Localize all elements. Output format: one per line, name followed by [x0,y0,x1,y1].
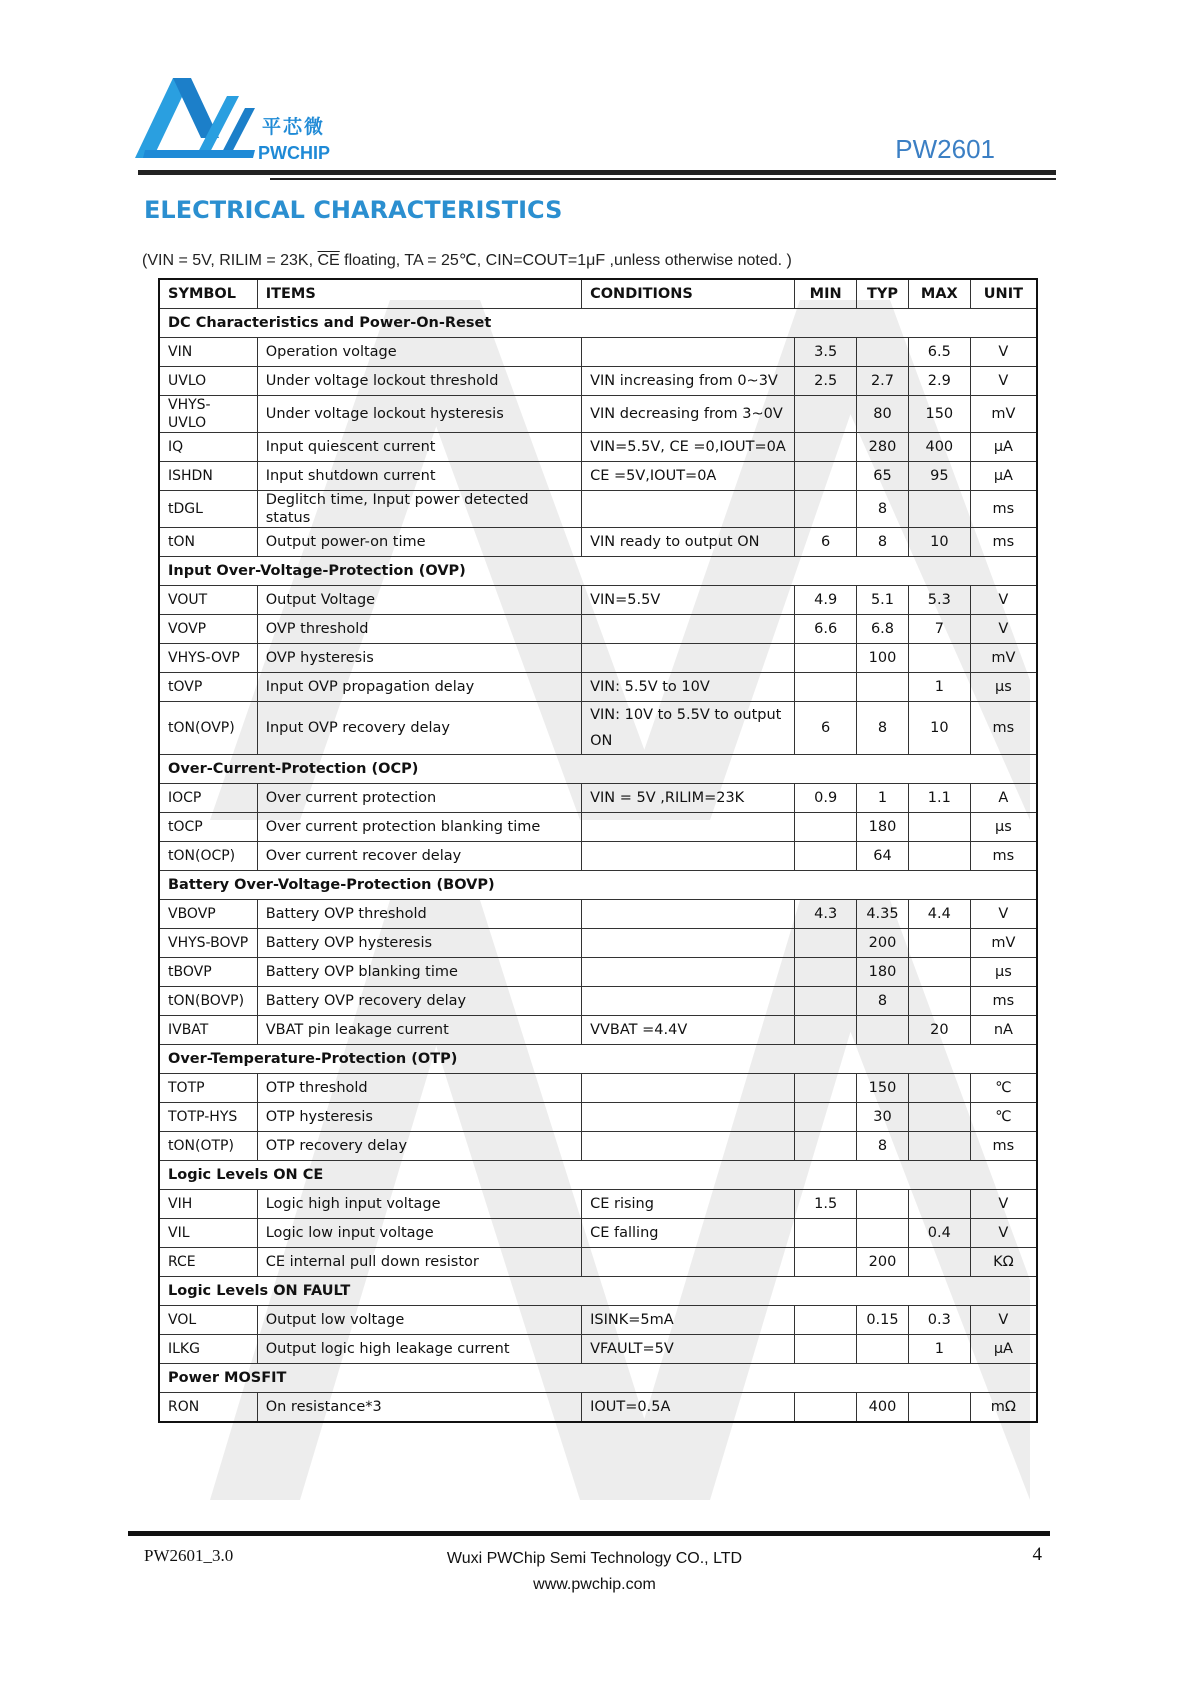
table-row [159,987,1037,1016]
col-header-typ: TYP [857,279,909,309]
cell-min [795,929,857,958]
cell-item: Output power-on time [257,528,581,557]
cell-symbol: tON(OVP) [159,702,257,755]
cell-item: OTP threshold [257,1074,581,1103]
cell-typ: 8 [857,1132,909,1161]
table-body [159,309,1037,1423]
cell-item: Deglitch time, Input power detected status [257,491,581,528]
cell-unit: µA [970,433,1037,462]
table-row [159,462,1037,491]
cell-min [795,644,857,673]
table-row [159,644,1037,673]
section-heading: Over-Current-Protection (OCP) [159,755,1037,784]
cell-typ: 150 [857,1074,909,1103]
col-header-items: ITEMS [257,279,581,309]
cell-condition [582,491,795,528]
cell-unit: ms [970,987,1037,1016]
cell-min: 0.9 [795,784,857,813]
header-rule [138,170,1056,175]
cell-item: Over current recover delay [257,842,581,871]
conditions-ce-overline: $\overline{CE}$ [317,252,340,269]
cell-item: Over current protection blanking time [257,813,581,842]
table-section-row [159,871,1037,900]
cell-min: 4.3 [795,900,857,929]
cell-typ: 400 [857,1393,909,1423]
cell-max: 10 [908,702,970,755]
table-row [159,586,1037,615]
cell-item: Operation voltage [257,338,581,367]
cell-symbol: tDGL [159,491,257,528]
cell-typ [857,1219,909,1248]
cell-unit: ms [970,702,1037,755]
cell-typ: 200 [857,929,909,958]
table-row [159,396,1037,433]
cell-symbol: RON [159,1393,257,1423]
cell-condition [582,987,795,1016]
table-row [159,338,1037,367]
cell-typ: 8 [857,702,909,755]
cell-symbol: tOCP [159,813,257,842]
cell-min [795,1103,857,1132]
logo-english-name: PWCHIP [258,143,330,163]
cell-max [908,491,970,528]
cell-max: 150 [908,396,970,433]
cell-max [908,929,970,958]
cell-typ [857,1190,909,1219]
cell-unit: V [970,615,1037,644]
cell-item: Under voltage lockout threshold [257,367,581,396]
table-section-row [159,1277,1037,1306]
table-row [159,615,1037,644]
cell-max [908,1074,970,1103]
cell-max: 1.1 [908,784,970,813]
cell-condition [582,615,795,644]
cell-symbol: VIH [159,1190,257,1219]
cell-unit: µs [970,673,1037,702]
cell-condition: VFAULT=5V [582,1335,795,1364]
cell-min [795,396,857,433]
table-row [159,842,1037,871]
cell-item: Input quiescent current [257,433,581,462]
section-heading: Logic Levels ON CE [159,1161,1037,1190]
cell-symbol: tON(OTP) [159,1132,257,1161]
cell-symbol: ILKG [159,1335,257,1364]
cell-condition [582,1103,795,1132]
cell-condition: CE =5V,IOUT=0A [582,462,795,491]
cell-unit: ms [970,842,1037,871]
cell-condition: CE rising [582,1190,795,1219]
cell-min [795,491,857,528]
cell-symbol: VOVP [159,615,257,644]
cell-min: 4.9 [795,586,857,615]
cell-item: Input OVP propagation delay [257,673,581,702]
cell-max: 5.3 [908,586,970,615]
cell-item: Output logic high leakage current [257,1335,581,1364]
table-row [159,1393,1037,1423]
cell-unit: ms [970,528,1037,557]
cell-condition: VIN=5.5V, CE =0,IOUT=0A [582,433,795,462]
cell-typ: 30 [857,1103,909,1132]
cell-unit: V [970,1219,1037,1248]
table-row [159,702,1037,755]
cell-min: 6 [795,528,857,557]
cell-max [908,842,970,871]
electrical-characteristics-table [158,278,1038,1423]
cell-condition [582,1132,795,1161]
table-section-row [159,309,1037,338]
cell-condition [582,1248,795,1277]
cell-symbol: tOVP [159,673,257,702]
cell-unit: V [970,900,1037,929]
cell-typ: 280 [857,433,909,462]
cell-typ [857,1335,909,1364]
cell-item: On resistance*3 [257,1393,581,1423]
cell-item: OTP recovery delay [257,1132,581,1161]
cell-unit: µs [970,958,1037,987]
footer-website: www.pwchip.com [533,1576,656,1593]
col-header-max: MAX [908,279,970,309]
cell-symbol: tON(BOVP) [159,987,257,1016]
table-row [159,491,1037,528]
table-row [159,1074,1037,1103]
cell-min: 6.6 [795,615,857,644]
cell-unit: µA [970,462,1037,491]
cell-min [795,462,857,491]
cell-min [795,1248,857,1277]
cell-symbol: VIL [159,1219,257,1248]
cell-item: OTP hysteresis [257,1103,581,1132]
cell-symbol: IQ [159,433,257,462]
cell-unit: A [970,784,1037,813]
section-heading: Battery Over-Voltage-Protection (BOVP) [159,871,1037,900]
cell-symbol: TOTP [159,1074,257,1103]
cell-min [795,1306,857,1335]
cell-max [908,987,970,1016]
cell-min [795,1219,857,1248]
cell-unit: mΩ [970,1393,1037,1423]
cell-typ: 0.15 [857,1306,909,1335]
cell-condition: VIN increasing from 0~3V [582,367,795,396]
cell-unit: V [970,1306,1037,1335]
table-row [159,1248,1037,1277]
cell-min [795,673,857,702]
header-part-number: PW2601 [895,134,995,164]
test-conditions-note [142,250,792,270]
col-header-conditions: CONDITIONS [582,279,795,309]
cell-max [908,1393,970,1423]
cell-condition: VIN: 10V to 5.5V to output ON [582,702,795,755]
cell-item: Input shutdown current [257,462,581,491]
footer-page-number: 4 [1032,1544,1042,1565]
cell-unit: µA [970,1335,1037,1364]
table-section-row [159,1161,1037,1190]
cell-condition: IOUT=0.5A [582,1393,795,1423]
cell-unit: V [970,367,1037,396]
cell-unit: mV [970,644,1037,673]
table-row [159,813,1037,842]
cell-condition [582,813,795,842]
cell-typ [857,338,909,367]
cell-item: VBAT pin leakage current [257,1016,581,1045]
cell-item: OVP hysteresis [257,644,581,673]
conditions-text-start: (VIN = 5V, RILIM = 23K, [142,252,318,269]
section-heading: DC Characteristics and Power-On-Reset [159,309,1037,338]
cell-item: Output low voltage [257,1306,581,1335]
footer-rule [128,1531,1050,1536]
table-row [159,433,1037,462]
cell-symbol: VOL [159,1306,257,1335]
section-heading: Input Over-Voltage-Protection (OVP) [159,557,1037,586]
cell-symbol: RCE [159,1248,257,1277]
table-row [159,1306,1037,1335]
cell-max [908,1190,970,1219]
cell-symbol: tBOVP [159,958,257,987]
cell-min [795,1132,857,1161]
cell-max [908,1103,970,1132]
cell-typ: 80 [857,396,909,433]
cell-typ: 180 [857,813,909,842]
cell-unit: mV [970,929,1037,958]
cell-symbol: VIN [159,338,257,367]
cell-condition: VVBAT =4.4V [582,1016,795,1045]
conditions-text-end: floating, TA = 25℃, CIN=COUT=1μF ,unless otherwise noted. ) [339,252,792,269]
cell-item: Output Voltage [257,586,581,615]
cell-unit: KΩ [970,1248,1037,1277]
cell-item: Battery OVP hysteresis [257,929,581,958]
cell-symbol: VHYS-UVLO [159,396,257,433]
cell-symbol: IVBAT [159,1016,257,1045]
cell-condition: ISINK=5mA [582,1306,795,1335]
cell-typ: 8 [857,987,909,1016]
cell-item: Input OVP recovery delay [257,702,581,755]
table-row [159,673,1037,702]
cell-symbol: TOTP-HYS [159,1103,257,1132]
cell-condition [582,929,795,958]
table-row [159,1016,1037,1045]
cell-min: 1.5 [795,1190,857,1219]
cell-min: 2.5 [795,367,857,396]
cell-min [795,813,857,842]
col-header-min: MIN [795,279,857,309]
cell-max: 0.4 [908,1219,970,1248]
cell-item: Over current protection [257,784,581,813]
cell-condition [582,958,795,987]
cell-unit: mV [970,396,1037,433]
cell-item: Battery OVP threshold [257,900,581,929]
cell-unit: V [970,1190,1037,1219]
cell-min [795,1016,857,1045]
cell-max: 400 [908,433,970,462]
cell-typ: 180 [857,958,909,987]
cell-unit: nA [970,1016,1037,1045]
cell-symbol: IOCP [159,784,257,813]
cell-unit: ℃ [970,1103,1037,1132]
cell-condition: VIN = 5V ,RILIM=23K [582,784,795,813]
cell-item: Battery OVP blanking time [257,958,581,987]
cell-condition [582,644,795,673]
cell-min: 3.5 [795,338,857,367]
cell-max: 4.4 [908,900,970,929]
cell-typ: 4.35 [857,900,909,929]
table-row [159,929,1037,958]
cell-max: 2.9 [908,367,970,396]
cell-typ [857,673,909,702]
cell-typ: 5.1 [857,586,909,615]
cell-symbol: VHYS-BOVP [159,929,257,958]
table-section-row [159,755,1037,784]
cell-max [908,958,970,987]
section-heading: Over-Temperature-Protection (OTP) [159,1045,1037,1074]
cell-min: 6 [795,702,857,755]
cell-max: 20 [908,1016,970,1045]
cell-typ: 8 [857,528,909,557]
cell-min [795,1074,857,1103]
cell-condition: VIN ready to output ON [582,528,795,557]
cell-min [795,842,857,871]
cell-max: 0.3 [908,1306,970,1335]
col-header-symbol: SYMBOL [159,279,257,309]
cell-min [795,987,857,1016]
section-heading: Power MOSFIT [159,1364,1037,1393]
cell-typ: 100 [857,644,909,673]
table-section-row [159,557,1037,586]
cell-symbol: UVLO [159,367,257,396]
cell-min [795,433,857,462]
footer-company-name: Wuxi PWChip Semi Technology CO., LTD [446,1550,743,1567]
cell-max [908,813,970,842]
table-row [159,1335,1037,1364]
header-rule-thin [270,178,1056,180]
cell-typ: 64 [857,842,909,871]
cell-typ: 6.8 [857,615,909,644]
cell-typ: 8 [857,491,909,528]
cell-max: 95 [908,462,970,491]
cell-typ: 200 [857,1248,909,1277]
cell-condition [582,338,795,367]
cell-condition [582,842,795,871]
cell-condition [582,1074,795,1103]
cell-max: 1 [908,673,970,702]
cell-unit: µs [970,813,1037,842]
cell-condition: CE falling [582,1219,795,1248]
cell-min [795,958,857,987]
table-row [159,1190,1037,1219]
cell-condition: VIN decreasing from 3~0V [582,396,795,433]
cell-symbol: tON(OCP) [159,842,257,871]
cell-symbol: ISHDN [159,462,257,491]
table-row [159,958,1037,987]
cell-unit: V [970,338,1037,367]
cell-condition [582,900,795,929]
cell-unit: ms [970,491,1037,528]
table-row [159,900,1037,929]
cell-item: CE internal pull down resistor [257,1248,581,1277]
table-row [159,1103,1037,1132]
table-row [159,367,1037,396]
cell-max: 6.5 [908,338,970,367]
cell-max: 10 [908,528,970,557]
table-header-row [159,279,1037,309]
cell-symbol: VHYS-OVP [159,644,257,673]
table-row [159,528,1037,557]
table-row [159,1132,1037,1161]
cell-condition: VIN: 5.5V to 10V [582,673,795,702]
page-title: ELECTRICAL CHARACTERISTICS [144,196,563,224]
cell-typ: 65 [857,462,909,491]
cell-max [908,644,970,673]
cell-item: Under voltage lockout hysteresis [257,396,581,433]
table-row [159,784,1037,813]
cell-unit: ms [970,1132,1037,1161]
cell-symbol: VBOVP [159,900,257,929]
cell-typ [857,1016,909,1045]
cell-item: Logic high input voltage [257,1190,581,1219]
table-row [159,1219,1037,1248]
cell-max: 7 [908,615,970,644]
table-section-row [159,1364,1037,1393]
cell-unit: V [970,586,1037,615]
cell-unit: ℃ [970,1074,1037,1103]
cell-typ: 2.7 [857,367,909,396]
table-section-row [159,1045,1037,1074]
cell-max: 1 [908,1335,970,1364]
footer-document-id: PW2601_3.0 [144,1546,234,1565]
cell-item: OVP threshold [257,615,581,644]
cell-item: Logic low input voltage [257,1219,581,1248]
cell-max [908,1132,970,1161]
col-header-unit: UNIT [970,279,1037,309]
logo-chinese-name: 平芯微 [262,116,326,138]
cell-typ: 1 [857,784,909,813]
cell-symbol: tON [159,528,257,557]
cell-max [908,1248,970,1277]
cell-symbol: VOUT [159,586,257,615]
cell-min [795,1335,857,1364]
cell-condition: VIN=5.5V [582,586,795,615]
section-heading: Logic Levels ON FAULT [159,1277,1037,1306]
cell-item: Battery OVP recovery delay [257,987,581,1016]
cell-min [795,1393,857,1423]
